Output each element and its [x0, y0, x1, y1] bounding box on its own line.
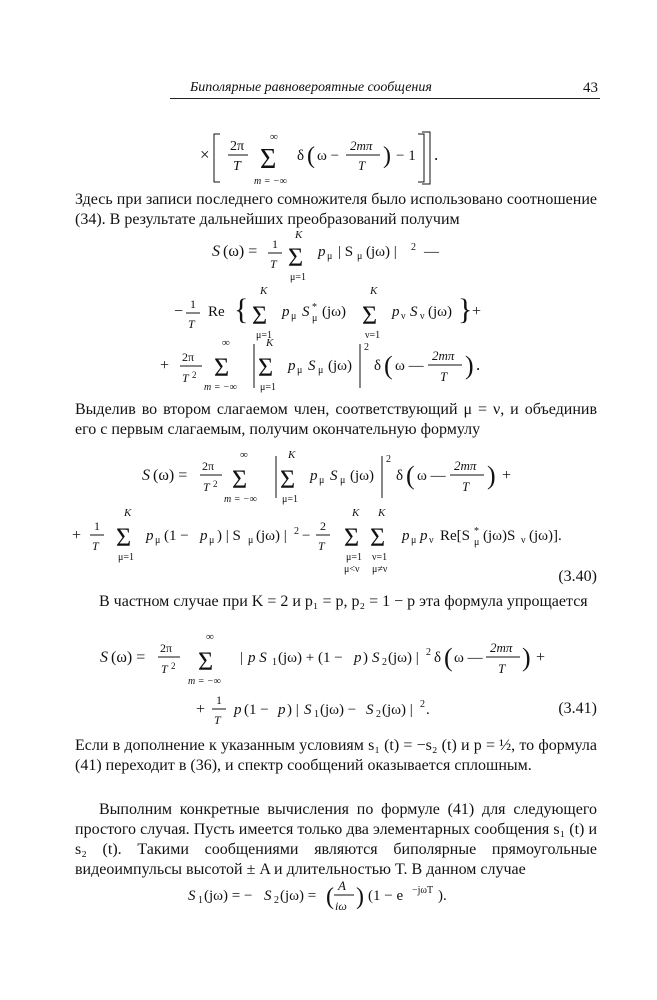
svg-text:1: 1 [272, 237, 278, 251]
svg-text:A: A [338, 878, 346, 893]
svg-text:) | S: ) | S [217, 528, 241, 544]
svg-text:2: 2 [386, 454, 391, 465]
svg-text:K: K [260, 285, 268, 297]
svg-text:S: S [366, 702, 374, 718]
svg-text:m = −∞: m = −∞ [224, 494, 257, 505]
svg-text:T: T [270, 257, 277, 271]
paragraph-2-text: Выделив во втором слагаемом член, соответствующий μ = ν, и объединив его с первым слагаемым, получим окончательную формулу [75, 401, 597, 438]
svg-text:δ: δ [297, 148, 305, 164]
svg-text:): ) [465, 351, 474, 380]
svg-text:2π: 2π [202, 459, 215, 473]
svg-text:(jω) |: (jω) | [256, 528, 287, 544]
svg-text:(jω) |: (jω) | [388, 650, 419, 666]
svg-text:ν: ν [521, 535, 526, 546]
svg-text:μ: μ [209, 535, 215, 546]
svg-text:1: 1 [272, 657, 277, 668]
svg-text:(jω) −: (jω) − [320, 702, 357, 718]
svg-text:Σ: Σ [344, 523, 360, 552]
svg-text:(jω) |: (jω) | [366, 244, 397, 260]
svg-text:μ: μ [319, 475, 325, 486]
svg-text:): ) [522, 643, 531, 672]
svg-text:2π: 2π [160, 641, 173, 655]
svg-text:2mπ: 2mπ [432, 348, 455, 363]
equation-number-3-41: (3.41) [558, 700, 597, 717]
svg-text:μ: μ [291, 311, 297, 322]
svg-text:p: p [392, 304, 400, 320]
svg-text:*: * [312, 302, 317, 313]
svg-text:μ<ν: μ<ν [344, 564, 360, 575]
svg-text:(ω) =: (ω) = [153, 467, 188, 484]
svg-text:Σ: Σ [232, 465, 248, 494]
svg-text:(jω) |: (jω) | [382, 702, 413, 718]
svg-text:(jω) + (1 −: (jω) + (1 − [278, 650, 343, 666]
svg-text:(jω)S: (jω)S [483, 528, 516, 544]
svg-text:2: 2 [171, 661, 176, 671]
svg-text:ν=1: ν=1 [365, 330, 381, 341]
svg-text:Σ: Σ [362, 301, 378, 330]
svg-text:T: T [92, 539, 99, 553]
svg-text:Re[S: Re[S [440, 528, 470, 544]
svg-text:μ≠ν: μ≠ν [372, 564, 388, 575]
svg-text:ν: ν [401, 311, 406, 322]
svg-text:+: + [196, 701, 206, 718]
svg-text:1: 1 [190, 297, 196, 311]
svg-text:μ: μ [340, 475, 346, 486]
svg-text:μ=1: μ=1 [346, 552, 363, 563]
svg-text:+: + [472, 303, 482, 320]
svg-text:(: ( [406, 461, 415, 490]
svg-text:2mπ: 2mπ [490, 640, 513, 655]
svg-text:2: 2 [274, 895, 279, 906]
svg-text:T: T [233, 159, 241, 174]
svg-text:—: — [424, 244, 439, 260]
svg-text:μ=1: μ=1 [290, 272, 307, 283]
svg-text:K: K [124, 507, 132, 519]
svg-text:(jω)].: (jω)]. [529, 528, 562, 544]
svg-text:+: + [502, 467, 512, 484]
svg-text:T: T [498, 661, 506, 676]
svg-text:p: p [278, 702, 286, 718]
svg-text:δ: δ [374, 358, 382, 374]
svg-text:{: { [234, 293, 249, 326]
svg-text:μ: μ [474, 537, 480, 548]
svg-text:μ: μ [357, 251, 363, 262]
svg-text:*: * [474, 526, 479, 537]
svg-text:(jω): (jω) [350, 468, 375, 484]
svg-text:(1 −: (1 − [244, 702, 269, 718]
svg-text:T: T [203, 480, 210, 494]
svg-text:Σ: Σ [370, 523, 386, 552]
svg-text:(ω) =: (ω) = [223, 243, 258, 260]
svg-text:2π: 2π [230, 139, 245, 154]
svg-text:| S: | S [338, 244, 354, 260]
svg-text:p: p [288, 358, 296, 374]
svg-text:μ: μ [297, 365, 303, 376]
svg-text:|: | [240, 650, 244, 666]
svg-text:}: } [458, 293, 473, 326]
svg-text:T: T [358, 158, 366, 173]
svg-text:S: S [372, 650, 380, 666]
svg-text:T: T [188, 317, 195, 331]
svg-text:μ=1: μ=1 [256, 330, 273, 341]
page-number: 43 [583, 80, 598, 96]
svg-text:S: S [330, 468, 338, 484]
svg-text:m = −∞: m = −∞ [204, 382, 237, 393]
svg-text:S: S [302, 304, 310, 320]
svg-text:(ω) =: (ω) = [111, 649, 146, 666]
paragraph-3 [75, 592, 597, 612]
svg-text:Σ: Σ [280, 465, 296, 494]
svg-text:T: T [440, 369, 448, 384]
svg-text:Σ: Σ [258, 353, 274, 382]
svg-text:(jω): (jω) [328, 358, 353, 374]
svg-text:ω —: ω — [454, 650, 483, 666]
svg-text:S: S [142, 467, 150, 484]
svg-text:Σ: Σ [288, 243, 304, 272]
svg-text:T: T [214, 713, 221, 727]
svg-text:m = −∞: m = −∞ [188, 676, 221, 687]
svg-text:μ: μ [411, 535, 417, 546]
svg-text:Σ: Σ [214, 353, 230, 382]
svg-text:μ=1: μ=1 [260, 382, 277, 393]
svg-text:(: ( [326, 884, 334, 910]
svg-text:T: T [318, 539, 325, 553]
svg-text:S: S [304, 702, 312, 718]
svg-text:+: + [536, 649, 546, 666]
svg-text:μ: μ [318, 365, 324, 376]
svg-text:S: S [410, 304, 418, 320]
svg-text:.: . [426, 702, 430, 718]
equation-number-3-40: (3.40) [558, 568, 597, 585]
svg-text:ν: ν [429, 535, 434, 546]
svg-text:ω —: ω — [395, 358, 424, 374]
svg-text:Σ: Σ [198, 647, 214, 676]
svg-text:(jω) =: (jω) = [280, 888, 317, 904]
svg-text:δ: δ [434, 650, 442, 666]
svg-text:T: T [182, 371, 189, 385]
svg-text:2: 2 [294, 526, 299, 537]
svg-text:(jω) = −: (jω) = − [204, 888, 253, 904]
svg-text:Σ: Σ [252, 301, 268, 330]
svg-text:2mπ: 2mπ [454, 458, 477, 473]
svg-text:δ: δ [396, 468, 404, 484]
svg-text:∞: ∞ [270, 131, 278, 143]
svg-text:×: × [200, 145, 210, 164]
svg-text:S: S [100, 649, 108, 666]
svg-text:∞: ∞ [222, 337, 230, 349]
svg-text:μ=1: μ=1 [282, 494, 299, 505]
svg-text:p: p [354, 650, 362, 666]
svg-text:iω: iω [335, 899, 347, 913]
svg-text:2: 2 [364, 342, 369, 353]
svg-text:1: 1 [94, 519, 100, 533]
svg-text:Re: Re [208, 304, 225, 320]
paragraph-4 [75, 736, 597, 776]
svg-text:p: p [402, 528, 410, 544]
svg-text:K: K [266, 337, 274, 349]
svg-text:2mπ: 2mπ [350, 138, 373, 153]
svg-text:m = −∞: m = −∞ [254, 176, 287, 187]
svg-text:.: . [476, 355, 481, 374]
svg-text:−: − [174, 303, 184, 320]
svg-text:(jω): (jω) [428, 304, 453, 320]
svg-text:T: T [161, 662, 168, 676]
svg-text:2π: 2π [182, 350, 195, 364]
svg-text:2: 2 [426, 647, 431, 658]
svg-text:Σ: Σ [116, 523, 132, 552]
svg-text:p: p [318, 244, 326, 260]
formula-3-40 [72, 450, 612, 580]
svg-text:1: 1 [198, 895, 203, 906]
svg-text:2: 2 [376, 709, 381, 720]
svg-text:μ: μ [327, 251, 333, 262]
svg-text:p: p [282, 304, 290, 320]
svg-text:(1 − e: (1 − e [368, 888, 404, 904]
svg-text:2: 2 [320, 519, 326, 533]
formula-rect-pulse-spectrum [186, 872, 506, 922]
paragraph-1-text: Здесь при записи последнего сомножителя было использовано соотношение (34). В результате дальнейших преобразований получим [75, 191, 597, 228]
svg-text:).: ). [438, 888, 447, 904]
svg-text:p: p [200, 528, 208, 544]
paragraph-4-text: Если в дополнение к указанным условиям s₁ (t) = −s₂ (t) и p = ½, то формула (41) переходит в (36), и спектр сообщений оказывается сплошным. [75, 737, 597, 774]
svg-text:S: S [188, 888, 196, 904]
svg-text:Σ: Σ [260, 144, 277, 175]
formula-continuation [190, 126, 490, 190]
svg-text:+: + [160, 357, 170, 374]
svg-text:S: S [264, 888, 272, 904]
svg-text:K: K [288, 450, 296, 461]
svg-text:p: p [310, 468, 318, 484]
svg-text:(1 −: (1 − [164, 528, 189, 544]
svg-text:S: S [212, 243, 220, 260]
svg-text:K: K [352, 507, 360, 519]
svg-text:−: − [302, 528, 311, 544]
svg-text:1: 1 [216, 693, 222, 707]
svg-text:(: ( [444, 643, 453, 672]
svg-text:2: 2 [411, 242, 416, 253]
svg-text:+: + [72, 527, 82, 544]
svg-text:K: K [378, 507, 386, 519]
svg-text:μ: μ [155, 535, 161, 546]
svg-text:ω —: ω — [417, 468, 446, 484]
svg-text:): ) [487, 461, 496, 490]
svg-text:p: p [234, 702, 242, 718]
svg-text:T: T [462, 479, 470, 494]
svg-text:ν: ν [420, 311, 425, 322]
svg-text:K: K [370, 285, 378, 297]
paragraph-2 [75, 400, 597, 440]
svg-text:) |: ) | [287, 702, 299, 718]
svg-text:K: K [295, 229, 303, 241]
svg-text:ν=1: ν=1 [372, 552, 388, 563]
running-title: Биполярные равновероятные сообщения [190, 80, 432, 95]
svg-text:2: 2 [192, 370, 197, 380]
svg-text:(: ( [384, 351, 393, 380]
svg-text:(: ( [307, 143, 315, 169]
formula-spectrum-expansion [160, 228, 560, 398]
svg-text:μ: μ [248, 535, 254, 546]
paragraph-1 [75, 190, 597, 230]
svg-text:(jω): (jω) [322, 304, 347, 320]
svg-text:p: p [420, 528, 428, 544]
svg-text:1: 1 [314, 709, 319, 720]
svg-text:): ) [363, 650, 368, 666]
paragraph-3-text: В частном случае при K = 2 и p₁ = p, p₂ = 1 − p эта формула упрощается [99, 593, 588, 610]
formula-3-41 [96, 632, 556, 732]
svg-text:∞: ∞ [240, 450, 248, 461]
svg-text:μ=1: μ=1 [118, 552, 135, 563]
paragraph-5 [75, 800, 597, 880]
svg-text:∞: ∞ [206, 632, 214, 643]
svg-text:2: 2 [420, 699, 425, 710]
svg-text:2: 2 [213, 479, 218, 489]
page-header [170, 78, 600, 99]
paragraph-5-text: Выполним конкретные вычисления по формуле (41) для следующего простого случая. Пусть имеется только два элементарных сообщения s₁ (t) и s₂ (t). Такими сообщениями являются биполярные прямоугольные видеоимпульсы высотой ± A и длительностью T. В данном случае [75, 801, 597, 878]
svg-text:μ: μ [312, 313, 318, 324]
svg-text:S: S [308, 358, 316, 374]
svg-text:p: p [146, 528, 154, 544]
svg-text:− 1: − 1 [396, 148, 416, 164]
svg-text:−jωT: −jωT [412, 885, 434, 896]
svg-text:): ) [356, 884, 364, 910]
svg-text:): ) [383, 143, 391, 169]
svg-text:p S: p S [248, 650, 267, 666]
svg-text:2: 2 [382, 657, 387, 668]
svg-text:ω −: ω − [317, 148, 340, 164]
svg-text:.: . [434, 145, 439, 164]
